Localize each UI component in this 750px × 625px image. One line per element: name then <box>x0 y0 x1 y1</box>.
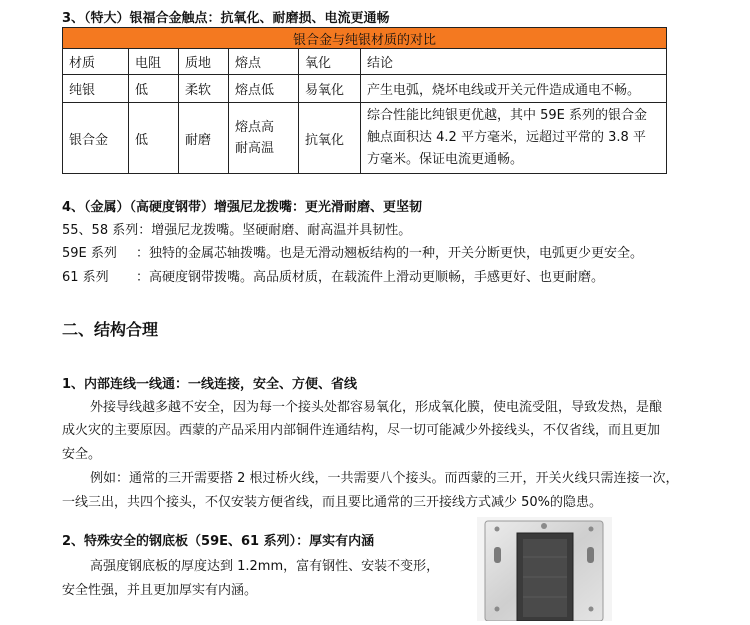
cell-conclusion: 产生电弧，烧坏电线或开关元件造成通电不畅。 <box>361 75 667 103</box>
conclusion-line: 触点面积达 4.2 平方毫米，远超过平常的 3.8 平 <box>367 130 646 145</box>
paragraph-line: 外接导线越多越不安全，因为每一个接头处都容易氧化，形成氧化膜，使电流受阻，导致发热，是酿 <box>90 400 663 415</box>
paragraph-line: 一线三出，共四个接头，不仅安装方便省线，而且要比通常的三开接线方式减少 50%的隐患。 <box>62 495 603 510</box>
table-row <box>63 75 667 103</box>
cell-material: 银合金 <box>63 103 129 174</box>
sub-heading-steel-base: 2、特殊安全的钢底板（59E、61 系列）：厚实有内涵 <box>62 534 375 549</box>
header-conclusion: 结论 <box>361 49 667 75</box>
melting-line: 耐高温 <box>235 141 275 156</box>
header-oxidation: 氧化 <box>299 49 361 75</box>
paragraph-line: 成火灾的主要原因。西蒙的产品采用内部铜件连通结构，尽一切可能减少外接线头，不仅省线，而且更加 <box>62 423 661 438</box>
series-61-text: ：高硬度钢带拨嘴。高品质材质，在载流件上滑动更顺畅，手感更好、也更耐磨。 <box>136 270 605 285</box>
steel-base-plate-photo <box>477 517 612 621</box>
header-material: 材质 <box>63 49 129 75</box>
cell-conclusion <box>361 103 667 174</box>
series-61-label: 61 系列 <box>62 270 109 285</box>
conclusion-line: 综合性能比纯银更优越，其中 59E 系列的银合金 <box>367 108 648 123</box>
cell-oxidation: 易氧化 <box>299 75 361 103</box>
cell-material: 纯银 <box>63 75 129 103</box>
series-55-58-line: 55、58 系列：增强尼龙拨嘴。坚硬耐磨、耐高温并具韧性。 <box>62 223 412 238</box>
paragraph-line: 安全性强，并且更加厚实有内涵。 <box>62 583 258 598</box>
table-row <box>63 103 667 174</box>
silver-comparison-table <box>62 27 667 174</box>
paragraph-line: 高强度钢底板的厚度达到 1.2mm，富有钢性、安装不变形， <box>90 559 440 574</box>
cell-melting-point <box>229 103 299 174</box>
conclusion-line: 方毫米。保证电流更通畅。 <box>367 152 524 167</box>
section-heading-silver-alloy: 3、（特大）银福合金触点：抗氧化、耐磨损、电流更通畅 <box>62 11 390 26</box>
cell-resistance: 低 <box>129 103 179 174</box>
header-texture: 质地 <box>179 49 229 75</box>
section-heading-nylon-lever: 4、（金属）（高硬度钢带）增强尼龙拨嘴：更光滑耐磨、更坚韧 <box>62 200 423 215</box>
section-title-structure: 二、结构合理 <box>62 320 159 339</box>
table-title: 银合金与纯银材质的对比 <box>63 28 667 49</box>
series-59e-label: 59E 系列 <box>62 246 117 261</box>
cell-melting-point: 熔点低 <box>229 75 299 103</box>
table-header-row <box>63 49 667 75</box>
paragraph-line: 安全。 <box>62 447 102 462</box>
cell-resistance: 低 <box>129 75 179 103</box>
melting-line: 熔点高 <box>235 120 275 135</box>
sub-heading-internal-wiring: 1、内部连线一线通：一线连接，安全、方便、省线 <box>62 377 358 392</box>
cell-texture: 柔软 <box>179 75 229 103</box>
steel-plate-icon <box>477 517 612 621</box>
cell-oxidation: 抗氧化 <box>299 103 361 174</box>
header-melting-point: 熔点 <box>229 49 299 75</box>
cell-texture: 耐磨 <box>179 103 229 174</box>
header-resistance: 电阻 <box>129 49 179 75</box>
paragraph-line: 例如：通常的三开需要搭 2 根过桥火线，一共需要八个接头。而西蒙的三开，开关火线只需连接一次， <box>90 471 679 486</box>
series-59e-text: ：独特的金属芯轴拨嘴。也是无滑动翘板结构的一种，开关分断更快，电弧更少更安全。 <box>136 246 644 261</box>
